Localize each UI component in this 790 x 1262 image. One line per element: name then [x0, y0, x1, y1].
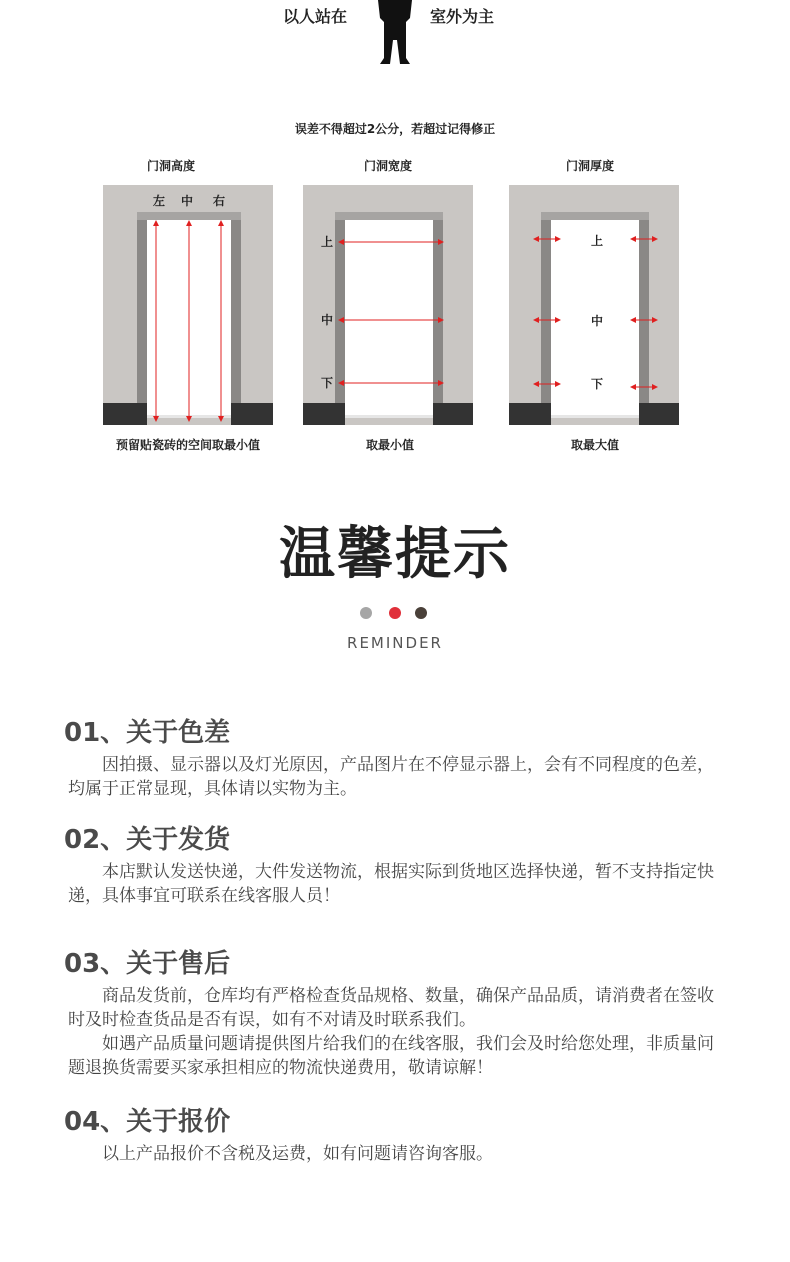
label-middle: 中 [181, 194, 194, 208]
red-dot [389, 607, 401, 619]
section-color-title: 01、关于色差 [64, 718, 231, 748]
top-right-text: 室外为主 [430, 7, 495, 26]
diagram-thickness-title: 门洞厚度 [565, 159, 614, 173]
section-color-body [68, 753, 728, 801]
diagram-thickness-caption: 取最大值 [570, 438, 619, 452]
person-silhouette-icon [370, 0, 420, 68]
paragraph: 以上产品报价不含税及运费，如有问题请咨询客服。 [102, 1144, 493, 1164]
section-shipping-body [68, 860, 728, 908]
label-top: 上 [321, 235, 334, 249]
section-price-title: 04、关于报价 [64, 1107, 231, 1137]
section-price-body [68, 1142, 728, 1166]
diagram-height-title: 门洞高度 [146, 159, 195, 173]
section-shipping-title: 02、关于发货 [64, 825, 231, 855]
diagram-width-title: 门洞宽度 [363, 159, 412, 173]
paragraph: 本店默认发送快递，大件发送物流，根据实际到货地区选择快递，暂不支持指定快递，具体事宜可联系在线客服人员！ [68, 862, 714, 906]
door-thickness-diagram [509, 185, 679, 425]
reminder-subtitle: REMINDER [347, 634, 443, 652]
door-width-diagram [303, 185, 473, 425]
reminder-title: 温馨提示 [279, 522, 511, 587]
label-left: 左 [153, 194, 166, 208]
grey-dot [360, 607, 372, 619]
label-right: 右 [213, 194, 226, 208]
paragraph: 商品发货前，仓库均有严格检查货品规格、数量，确保产品品质，请消费者在签收时及时检查货品是否有误，如有不对请及时联系我们。 [68, 986, 714, 1030]
paragraph: 如遇产品质量问题请提供图片给我们的在线客服，我们会及时给您处理，非质量问题退换货需要买家承担相应的物流快递费用，敬请谅解！ [68, 1034, 714, 1078]
diagram-height-caption: 预留贴瓷砖的空间取最小值 [115, 438, 260, 452]
diagram-width-caption: 取最小值 [365, 438, 414, 452]
label-middle: 中 [591, 314, 604, 328]
label-middle: 中 [321, 313, 334, 327]
paragraph: 因拍摄、显示器以及灯光原因，产品图片在不停显示器上，会有不同程度的色差，均属于正常显现，具体请以实物为主。 [68, 755, 714, 799]
door-height-diagram [103, 185, 273, 425]
dark-dot [415, 607, 427, 619]
label-bottom: 下 [321, 376, 334, 390]
label-top: 上 [591, 234, 604, 248]
section-aftersale-title: 03、关于售后 [64, 949, 231, 979]
label-bottom: 下 [591, 377, 604, 391]
error-note: 误差不得超过2公分，若超过记得修正 [294, 122, 496, 136]
section-aftersale-body [68, 984, 728, 1080]
top-left-text: 以人站在 [283, 7, 348, 26]
